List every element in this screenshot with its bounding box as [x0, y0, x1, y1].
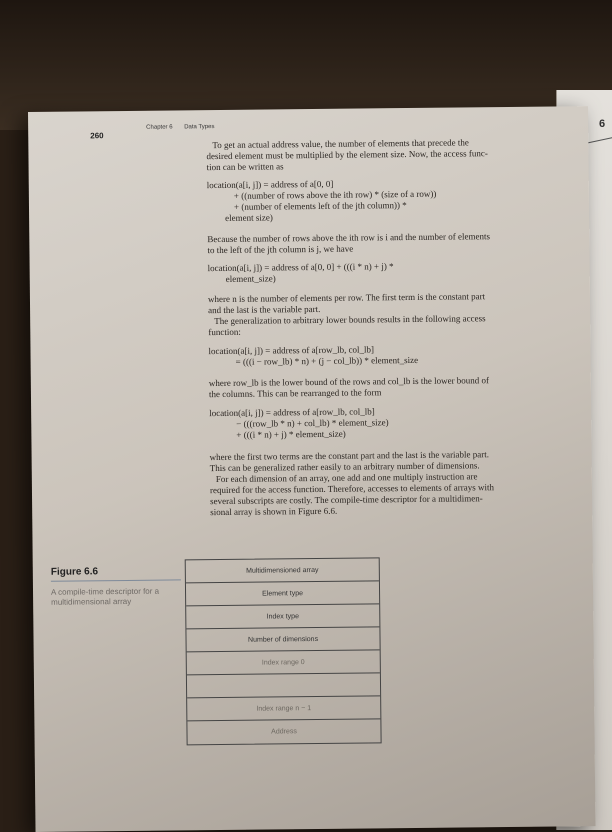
formula-line: location(a[i, j]) = address of a[0, 0]: [206, 178, 334, 191]
text-line: where row_lb is the lower bound of the rows and col_lb is the lower bound of: [208, 375, 490, 389]
formula-line: + (number of elements left of the jth column)) *: [233, 200, 407, 212]
formula-line: = (((i − row_lb) * n) + (j − col_lb)) * element_size: [235, 354, 419, 367]
descriptor-cell: Multidimensioned array: [186, 558, 379, 583]
formula-line: + (((i * n) + j) * element_size): [236, 428, 346, 440]
text-line: the columns. This can be rearranged to the form: [208, 387, 382, 400]
text-line: function:: [208, 326, 241, 338]
figure-title: Figure 6.6: [50, 566, 99, 578]
facing-page-number: 6: [599, 118, 606, 130]
text-line: where n is the number of elements per row. The first term is the constant part: [207, 291, 486, 305]
text-line: desired element must be multiplied by the element size. Now, the access func-: [206, 148, 488, 162]
formula-line: location(a[i, j]) = address of a[row_lb, col_lb]: [208, 344, 375, 357]
descriptor-diagram: [185, 557, 382, 745]
descriptor-cell: [187, 673, 380, 698]
text-line: where the first two terms are the constant part and the last is the variable part.: [209, 449, 490, 463]
running-header: [146, 124, 224, 131]
text-line: required for the access function. Therefore, accesses to elements of arrays with: [209, 482, 494, 496]
figure-rule: [51, 579, 181, 581]
text-line: tion can be written as: [206, 161, 284, 173]
descriptor-cell: Element type: [186, 581, 379, 606]
text-line: Because the number of rows above the ith row is i and the number of elements: [207, 231, 491, 245]
formula-line: location(a[i, j]) = address of a[0, 0] + (((i * n) + j) *: [207, 261, 394, 274]
formula-line: + ((number of rows above the ith row) * (size of a row)): [233, 188, 437, 201]
text-line: The generalization to arbitrary lower bounds results in the following access: [214, 313, 486, 327]
text-line: several subscripts are costly. The compile-time descriptor for a multidimen-: [210, 493, 483, 507]
text-line: to the left of the jth column is j, we have: [207, 243, 354, 256]
formula-line: − (((row_lb * n) + col_lb) * element_size): [236, 417, 389, 429]
formula-line: element_size): [225, 273, 276, 284]
text-line: This can be generalized rather easily to an arbitrary number of dimensions.: [209, 460, 480, 474]
page-number: 260: [90, 131, 104, 141]
text-line: sional array is shown in Figure 6.6.: [210, 505, 338, 518]
chapter-label: Chapter 6: [146, 124, 173, 131]
text-line: To get an actual address value, the number of elements that precede the: [212, 137, 469, 151]
descriptor-cell: Index range n − 1: [187, 696, 380, 721]
text-line: For each dimension of an array, one add and one multiply instruction are: [215, 471, 478, 485]
book-page: [28, 106, 596, 832]
figure-caption: A compile-time descriptor for a multidimensional array: [50, 586, 160, 607]
section-label: Data Types: [184, 124, 215, 131]
formula-line: element size): [225, 212, 273, 223]
descriptor-cell: Index range 0: [187, 650, 380, 675]
text-line: and the last is the variable part.: [208, 303, 321, 316]
descriptor-cell: Number of dimensions: [186, 627, 379, 652]
descriptor-cell: Index type: [186, 604, 379, 629]
descriptor-cell: Address: [271, 728, 297, 736]
formula-line: location(a[i, j]) = address of a[row_lb, col_lb]: [209, 406, 375, 419]
